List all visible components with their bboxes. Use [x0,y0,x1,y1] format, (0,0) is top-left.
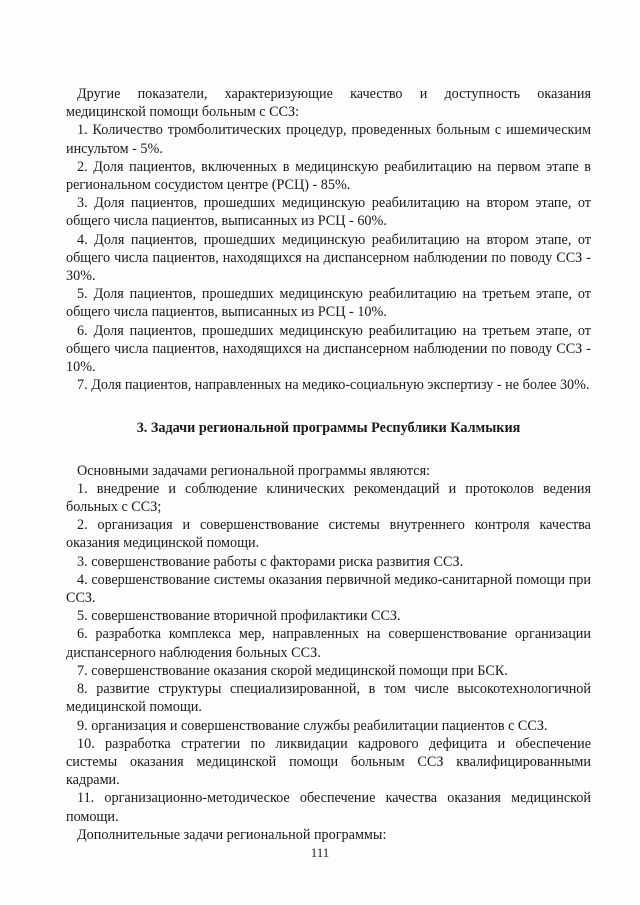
indicator-item: 5. Доля пациентов, прошедших медицинскую реабилитацию на третьем этапе, от общего числа пациентов, выписанных из РСЦ - 10%. [66,286,591,321]
additional-tasks-heading: Дополнительные задачи региональной программы: [77,826,387,843]
task-item: 4. совершенствование системы оказания первичной медико-санитарной помощи при ССЗ. [66,571,591,607]
task-item: 1. внедрение и соблюдение клинических рекомендаций и протоколов ведения больных с ССЗ; [66,480,591,516]
indicator-item: 1. Количество тромболитических процедур, проведенных больным с ишемическим инсультом - 5%. [66,122,591,157]
spacer [66,394,591,419]
task-item: 3. совершенствование работы с факторами риска развития ССЗ. [77,553,464,570]
task-item: 8. развитие структуры специализированной, в том числе высокотехнологичной медицинской помощи. [66,681,591,716]
tasks-intro: Основными задачами региональной программы являются: [77,462,431,479]
indicator-item: 7. Доля пациентов, направленных на медико-социальную экспертизу - не более 30%. [77,377,590,394]
task-item: 6. разработка комплекса мер, направленных на совершенствование организации диспансерного наблюдения больных ССЗ. [66,626,591,661]
page-number: 111 [310,845,330,860]
page-content [66,85,591,844]
task-item: 11. организационно-методическое обеспечение качества оказания медицинской помощи. [66,790,591,825]
task-item: 5. совершенствование вторичной профилактики ССЗ. [77,608,401,625]
indicator-item: 4. Доля пациентов, прошедших медицинскую реабилитацию на втором этапе, от общего числа пациентов, находящихся на диспансерном наблюдении по поводу ССЗ - 30%. [66,231,591,285]
task-item: 9. организация и совершенствование службы реабилитации пациентов с ССЗ. [77,717,548,734]
task-item: 7. совершенствование оказания скорой медицинской помощи при БСК. [77,662,508,679]
indicator-item: 6. Доля пациентов, прошедших медицинскую реабилитацию на третьем этапе, от общего числа пациентов, находящихся на диспансерном наблюдении по поводу ССЗ - 10%. [66,322,591,376]
task-item: 10. разработка стратегии по ликвидации кадрового дефицита и обеспечение системы оказания медицинской помощи больным ССЗ квалифицированными кадрами. [66,735,591,789]
intro-paragraph: Другие показатели, характеризующие качество и доступность оказания медицинской помощи больным с ССЗ: [66,86,591,121]
indicator-item: 2. Доля пациентов, включенных в медицинскую реабилитацию на первом этапе в региональном сосудистом центре (РСЦ) - 85%. [66,158,591,194]
indicator-item: 3. Доля пациентов, прошедших медицинскую реабилитацию на втором этапе, от общего числа пациентов, выписанных из РСЦ - 60%. [66,195,591,230]
task-item: 2. организация и совершенствование системы внутреннего контроля качества оказания медицинской помощи. [66,517,591,552]
section-heading: 3. Задачи региональной программы Республики Калмыкия [136,420,521,437]
spacer [66,438,591,462]
